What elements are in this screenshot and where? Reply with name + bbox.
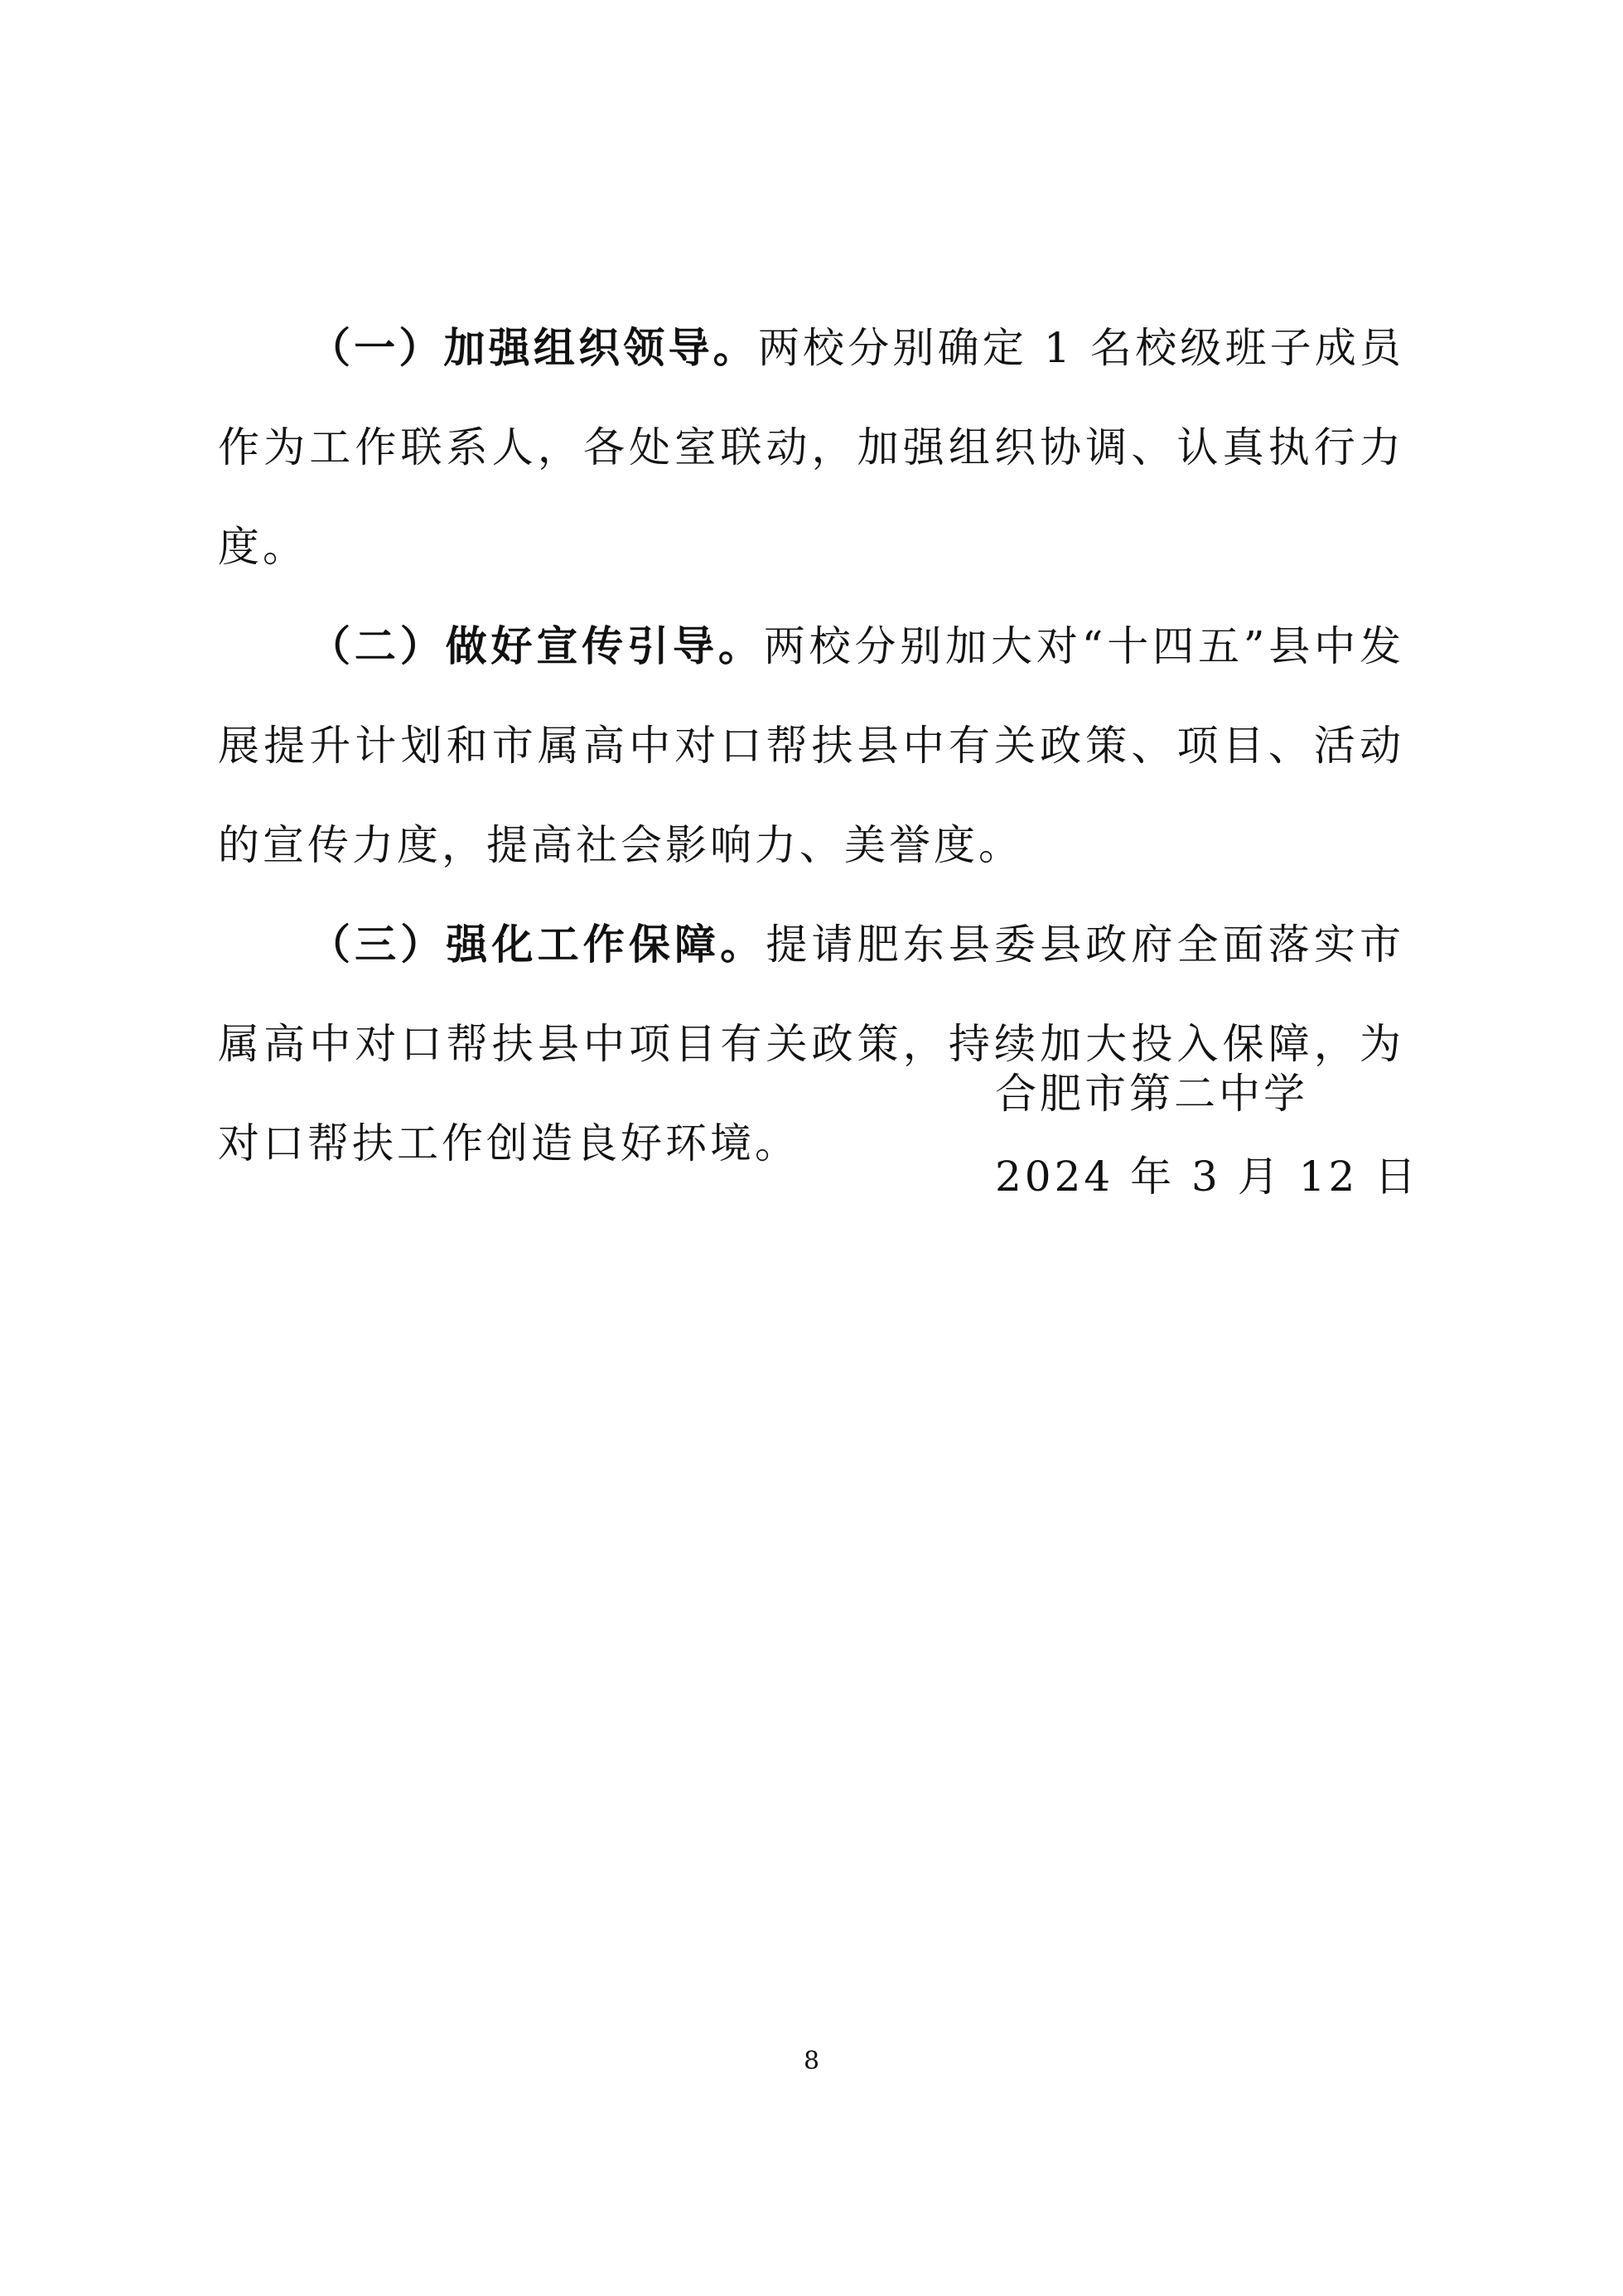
paragraph-heading: （三）强化工作保障。 (309, 921, 766, 969)
paragraph-text: 两校分别加大对“十四五”县中发展提升计划和市属高中对口帮扶县中有关政策、项目、活动的宣传力度，提高社会影响力、美誉度。 (218, 622, 1405, 869)
signature-block (995, 1052, 1420, 1218)
paragraph-heading: （二）做好宣传引导。 (309, 622, 764, 670)
paragraph-text: 提请肥东县委县政府全面落实市属高中对口帮扶县中项目有关政策，持续加大投入保障，为对口帮扶工作创造良好环境。 (218, 921, 1405, 1167)
page-number: 8 (803, 2047, 820, 2076)
paragraph-organization-leadership (218, 298, 1404, 597)
signature-date: 2024 年 3 月 12 日 (995, 1153, 1420, 1201)
paragraph-heading: （一）加强组织领导。 (309, 324, 758, 372)
paragraph-publicity-guidance (218, 597, 1404, 895)
signature-organization: 合肥市第二中学 (995, 1070, 1308, 1118)
paragraph-text: 两校分别确定 1 名校级班子成员作为工作联系人，各处室联动，加强组织协调、认真执行力度。 (218, 324, 1405, 571)
